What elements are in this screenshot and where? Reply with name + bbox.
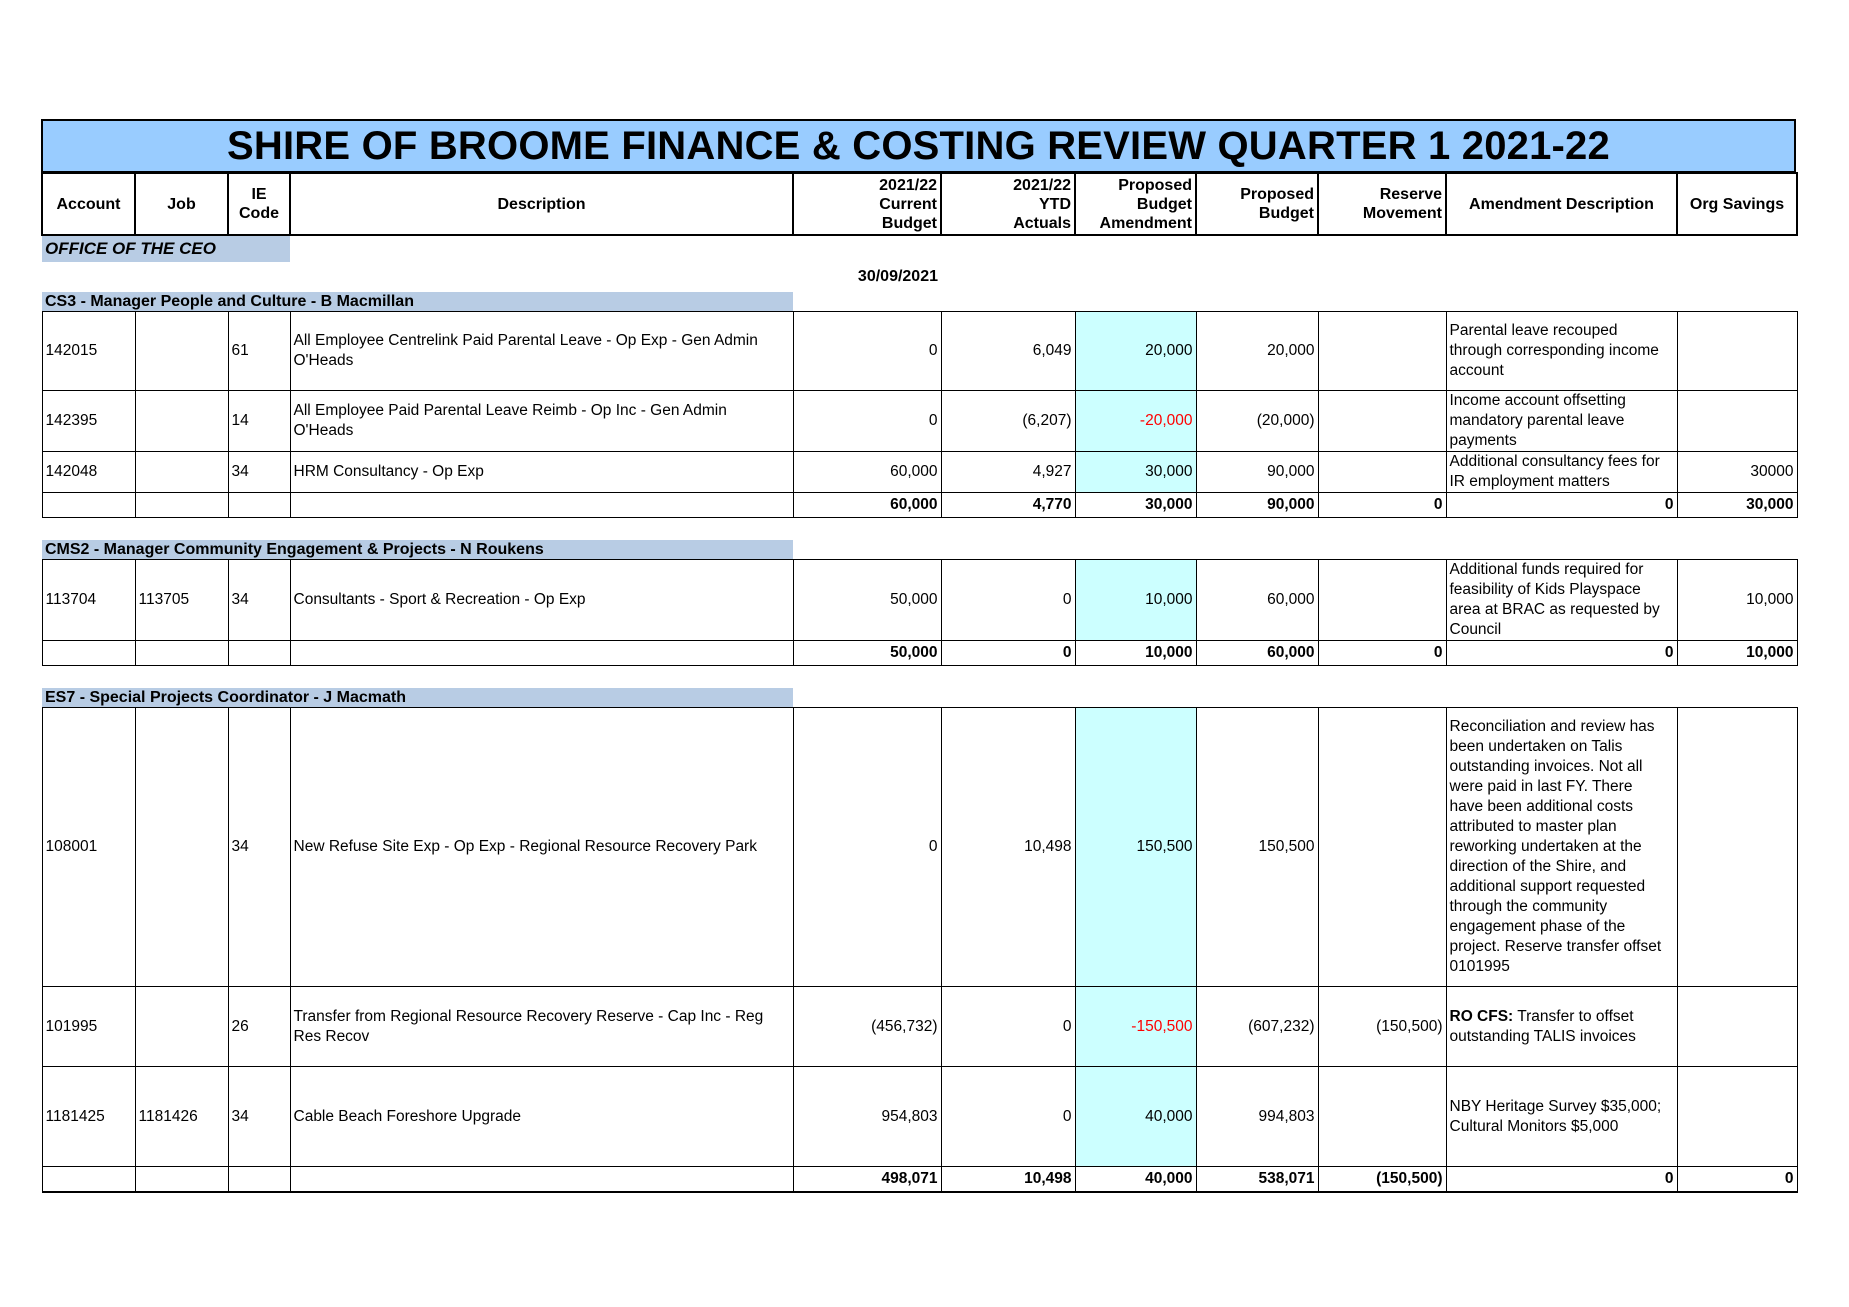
cell-account: 142048 — [42, 452, 135, 493]
cell-org-savings — [1677, 987, 1797, 1067]
cell-job — [135, 312, 228, 391]
cell-current-budget: 954,803 — [793, 1067, 941, 1167]
header-proposed-amendment: Proposed Budget Amendment — [1075, 173, 1196, 235]
total-proposed-amendment: 10,000 — [1075, 641, 1196, 666]
total-reserve-movement: 0 — [1318, 641, 1446, 666]
header-amendment-description: Amendment Description — [1446, 173, 1677, 235]
header-job: Job — [135, 173, 228, 235]
section-label: ES7 - Special Projects Coordinator - J Macmath — [42, 688, 793, 708]
total-proposed-budget: 60,000 — [1196, 641, 1318, 666]
cell-amendment-description: Income account offsetting mandatory parental leave payments — [1446, 391, 1677, 452]
costing-table — [41, 172, 1798, 1193]
total-proposed-budget: 538,071 — [1196, 1167, 1318, 1193]
header-description: Description — [290, 173, 793, 235]
cell-proposed-budget: 994,803 — [1196, 1067, 1318, 1167]
cell-ie-code: 14 — [228, 391, 290, 452]
header-current-budget: 2021/22 Current Budget — [793, 173, 941, 235]
table-row — [42, 708, 1797, 987]
cell-proposed-amendment: 150,500 — [1075, 708, 1196, 987]
cell-amendment-description: Additional funds required for feasibility of Kids Playspace area at BRAC as requested by Council — [1446, 560, 1677, 641]
totals-row — [42, 493, 1797, 518]
cell-ytd-actuals: 4,927 — [941, 452, 1075, 493]
cell-description: New Refuse Site Exp - Op Exp - Regional Resource Recovery Park — [290, 708, 793, 987]
cell-current-budget: 0 — [793, 708, 941, 987]
cell-ie-code: 34 — [228, 1067, 290, 1167]
cell-current-budget: 60,000 — [793, 452, 941, 493]
section-header-row — [42, 688, 1797, 708]
cell-proposed-budget: (607,232) — [1196, 987, 1318, 1067]
cell-reserve-movement: (150,500) — [1318, 987, 1446, 1067]
cell-proposed-budget: 20,000 — [1196, 312, 1318, 391]
cell-job: 1181426 — [135, 1067, 228, 1167]
cell-ie-code: 61 — [228, 312, 290, 391]
cell-org-savings — [1677, 708, 1797, 987]
cell-reserve-movement — [1318, 1067, 1446, 1167]
cell-amendment-description: Reconciliation and review has been undertaken on Talis outstanding invoices. Not all were paid in last FY. There have been additional costs attributed to master plan reworking undertaken at the direction of the Shire, and additional support requested through the community engagement phase of the project. Reserve transfer offset 0101995 — [1446, 708, 1677, 987]
cell-ie-code: 34 — [228, 452, 290, 493]
total-amendment-description: 0 — [1446, 493, 1677, 518]
cell-ie-code: 26 — [228, 987, 290, 1067]
table-row — [42, 1067, 1797, 1167]
cell-current-budget: 0 — [793, 391, 941, 452]
cell-reserve-movement — [1318, 391, 1446, 452]
table-row — [42, 452, 1797, 493]
cell-amendment-description: RO CFS: Transfer to offset outstanding TALIS invoices — [1446, 987, 1677, 1067]
cell-job — [135, 391, 228, 452]
cell-proposed-budget: (20,000) — [1196, 391, 1318, 452]
cell-reserve-movement — [1318, 560, 1446, 641]
cell-org-savings — [1677, 312, 1797, 391]
total-reserve-movement: 0 — [1318, 493, 1446, 518]
cell-description: Transfer from Regional Resource Recovery Reserve - Cap Inc - Reg Res Recov — [290, 987, 793, 1067]
total-proposed-amendment: 40,000 — [1075, 1167, 1196, 1193]
total-ytd-actuals: 10,498 — [941, 1167, 1075, 1193]
header-ytd-actuals: 2021/22 YTD Actuals — [941, 173, 1075, 235]
report-title: SHIRE OF BROOME FINANCE & COSTING REVIEW QUARTER 1 2021-22 — [41, 119, 1796, 172]
cell-ytd-actuals: 0 — [941, 560, 1075, 641]
cell-reserve-movement — [1318, 708, 1446, 987]
table-row — [42, 987, 1797, 1067]
cell-description: All Employee Paid Parental Leave Reimb - Op Inc - Gen Admin O'Heads — [290, 391, 793, 452]
cell-job: 113705 — [135, 560, 228, 641]
section-label: CMS2 - Manager Community Engagement & Projects - N Roukens — [42, 540, 793, 560]
total-current-budget: 498,071 — [793, 1167, 941, 1193]
total-org-savings: 0 — [1677, 1167, 1797, 1193]
cell-ytd-actuals: (6,207) — [941, 391, 1075, 452]
cell-description: Consultants - Sport & Recreation - Op Exp — [290, 560, 793, 641]
date-row — [42, 262, 1797, 292]
cell-job — [135, 987, 228, 1067]
cell-proposed-amendment: 10,000 — [1075, 560, 1196, 641]
office-row — [42, 235, 1797, 262]
cell-account: 142395 — [42, 391, 135, 452]
total-amendment-description: 0 — [1446, 641, 1677, 666]
section-label: CS3 - Manager People and Culture - B Macmillan — [42, 292, 793, 312]
header-ie-code: IE Code — [228, 173, 290, 235]
header-reserve-movement: Reserve Movement — [1318, 173, 1446, 235]
costing-review-sheet — [41, 119, 1796, 1193]
total-current-budget: 50,000 — [793, 641, 941, 666]
total-proposed-budget: 90,000 — [1196, 493, 1318, 518]
cell-account: 101995 — [42, 987, 135, 1067]
header-proposed-budget: Proposed Budget — [1196, 173, 1318, 235]
cell-org-savings: 30000 — [1677, 452, 1797, 493]
table-row — [42, 391, 1797, 452]
cell-ie-code: 34 — [228, 560, 290, 641]
cell-account: 113704 — [42, 560, 135, 641]
cell-current-budget: (456,732) — [793, 987, 941, 1067]
cell-proposed-amendment: 20,000 — [1075, 312, 1196, 391]
total-ytd-actuals: 4,770 — [941, 493, 1075, 518]
cell-reserve-movement — [1318, 312, 1446, 391]
cell-proposed-amendment: -20,000 — [1075, 391, 1196, 452]
total-org-savings: 30,000 — [1677, 493, 1797, 518]
cell-current-budget: 50,000 — [793, 560, 941, 641]
cell-ytd-actuals: 0 — [941, 1067, 1075, 1167]
cell-current-budget: 0 — [793, 312, 941, 391]
total-org-savings: 10,000 — [1677, 641, 1797, 666]
header-account: Account — [42, 173, 135, 235]
totals-row — [42, 641, 1797, 666]
cell-ytd-actuals: 6,049 — [941, 312, 1075, 391]
header-org-savings: Org Savings — [1677, 173, 1797, 235]
total-reserve-movement: (150,500) — [1318, 1167, 1446, 1193]
cell-ytd-actuals: 10,498 — [941, 708, 1075, 987]
column-header-row — [42, 173, 1797, 235]
table-row — [42, 560, 1797, 641]
total-amendment-description: 0 — [1446, 1167, 1677, 1193]
cell-proposed-budget: 90,000 — [1196, 452, 1318, 493]
cell-proposed-amendment: -150,500 — [1075, 987, 1196, 1067]
section-header-row — [42, 540, 1797, 560]
cell-amendment-description: Parental leave recouped through corresponding income account — [1446, 312, 1677, 391]
table-row — [42, 312, 1797, 391]
cell-org-savings — [1677, 1067, 1797, 1167]
cell-account: 142015 — [42, 312, 135, 391]
total-ytd-actuals: 0 — [941, 641, 1075, 666]
cell-reserve-movement — [1318, 452, 1446, 493]
cell-job — [135, 452, 228, 493]
cell-amendment-description: Additional consultancy fees for IR employment matters — [1446, 452, 1677, 493]
totals-row — [42, 1167, 1797, 1193]
cell-proposed-amendment: 40,000 — [1075, 1067, 1196, 1167]
cell-ie-code: 34 — [228, 708, 290, 987]
office-label: OFFICE OF THE CEO — [42, 235, 290, 262]
total-current-budget: 60,000 — [793, 493, 941, 518]
cell-job — [135, 708, 228, 987]
cell-proposed-budget: 150,500 — [1196, 708, 1318, 987]
cell-description: Cable Beach Foreshore Upgrade — [290, 1067, 793, 1167]
cell-account: 108001 — [42, 708, 135, 987]
cell-ytd-actuals: 0 — [941, 987, 1075, 1067]
cell-org-savings: 10,000 — [1677, 560, 1797, 641]
cell-amendment-description: NBY Heritage Survey $35,000; Cultural Monitors $5,000 — [1446, 1067, 1677, 1167]
cell-proposed-budget: 60,000 — [1196, 560, 1318, 641]
cell-description: All Employee Centrelink Paid Parental Leave - Op Exp - Gen Admin O'Heads — [290, 312, 793, 391]
cell-description: HRM Consultancy - Op Exp — [290, 452, 793, 493]
cell-account: 1181425 — [42, 1067, 135, 1167]
as-at-date: 30/09/2021 — [857, 268, 938, 285]
total-proposed-amendment: 30,000 — [1075, 493, 1196, 518]
section-header-row — [42, 292, 1797, 312]
cell-proposed-amendment: 30,000 — [1075, 452, 1196, 493]
cell-org-savings — [1677, 391, 1797, 452]
